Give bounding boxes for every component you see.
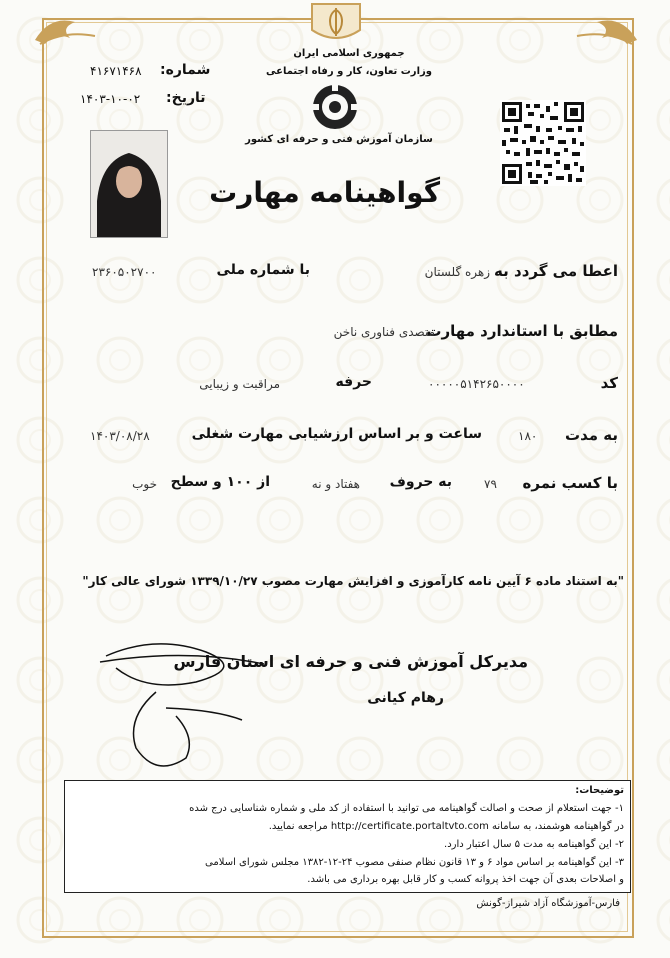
hours-label: ساعت و بر اساس ارزشیابی مهارت شغلی xyxy=(191,426,482,442)
national-id-value: ۲۳۶۰۵۰۲۷۰۰ xyxy=(92,265,157,279)
corner-ornament-left-icon xyxy=(30,10,100,50)
words-label: به حروف xyxy=(389,474,452,490)
words-value: هفتاد و نه xyxy=(311,477,360,491)
date-value: ۱۴۰۳-۱۰-۰۲ xyxy=(80,92,141,106)
level-value: خوب xyxy=(132,477,157,491)
statute-line: "به استناد ماده ۶ آیین نامه کارآموزی و افزایش مهارت مصوب ۱۳۳۹/۱۰/۲۷ شورای عالی کار" xyxy=(82,574,624,588)
signer-name: رهام کیانی xyxy=(367,690,444,706)
duration-value: ۱۸۰ xyxy=(518,429,538,443)
footer-institute: فارس-آموزشگاه آزاد شیراز-گونش xyxy=(476,898,620,909)
score-value: ۷۹ xyxy=(484,477,497,491)
code-label: کد xyxy=(600,374,618,392)
number-label: شماره: xyxy=(160,62,211,78)
certificate-title: گواهینامه مهارت xyxy=(209,176,440,209)
handwritten-signature-icon xyxy=(96,638,276,778)
trade-label: حرفه xyxy=(335,374,372,390)
person-silhouette-icon xyxy=(91,131,167,237)
gov-line1: جمهوری اسلامی ایران xyxy=(293,48,405,59)
standard-value: متصدی فناوری ناخن xyxy=(333,325,435,339)
notes-box xyxy=(64,780,631,893)
duration-label: به مدت xyxy=(565,426,618,444)
eval-date: ۱۴۰۳/۰۸/۲۸ xyxy=(90,429,150,443)
ministry-line: وزارت تعاون، کار و رفاه اجتماعی xyxy=(266,66,432,77)
org-name: سازمان آموزش فنی و حرفه ای کشور xyxy=(245,134,433,145)
standard-label: مطابق با استاندارد مهارت xyxy=(426,322,618,340)
iran-emblem-icon xyxy=(310,0,362,46)
notes-heading: توضیحات: xyxy=(575,785,624,796)
date-label: تاریخ: xyxy=(166,90,206,106)
corner-ornament-right-icon xyxy=(572,10,642,50)
number-value: ۴۱۶۷۱۴۶۸ xyxy=(90,64,142,78)
signer-title: مدیرکل آموزش فنی و حرفه ای استان فارس xyxy=(173,652,528,671)
national-id-label: با شماره ملی xyxy=(216,262,310,278)
note-line-2: در گواهینامه هوشمند، به سامانه http://certificate.portaltvto.com مراجعه نمایید. xyxy=(268,821,624,832)
holder-photo xyxy=(90,130,168,238)
tvto-logo-icon xyxy=(310,82,360,132)
level-label: از ۱۰۰ و سطح xyxy=(170,474,270,490)
note-line-5: و اصلاحات بعدی آن جهت اخذ پروانه کسب و کار قابل بهره برداری می باشد. xyxy=(307,874,624,885)
score-label: با کسب نمره xyxy=(522,474,618,492)
trade-value: مراقبت و زیبایی xyxy=(199,377,280,391)
note-line-4: ۳- این گواهینامه بر اساس مواد ۶ و ۱۳ قانون نظام صنفی مصوب ۲۴-۱۲-۱۳۸۲ مجلس شورای اسلامی xyxy=(205,857,624,868)
code-value: ۰۰۰۰۰۵۱۴۲۶۵۰۰۰۰ xyxy=(428,377,525,391)
awarded-name: زهره گلستان xyxy=(424,265,490,279)
awarded-label: اعطا می گردد به xyxy=(494,262,618,280)
note-line-3: ۲- این گواهینامه به مدت ۵ سال اعتبار دارد. xyxy=(444,839,624,850)
qr-code-icon xyxy=(500,100,586,186)
note-line-1: ۱- جهت استعلام از صحت و اصالت گواهینامه می توانید با استفاده از کد ملی و شماره شناسایی درج شده xyxy=(189,803,624,814)
